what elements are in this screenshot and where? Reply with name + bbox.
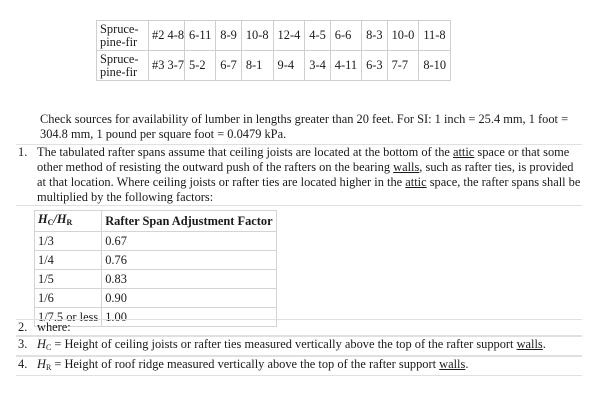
grade-cell (149, 51, 185, 81)
footnote-text: Check sources for availability of lumber in lengths greater than 20 feet. For SI: 1 inch = 25.4 mm, 1 foot = 304.8 mm, 1 pound per square foot = 0.0479 kPa. (40, 112, 569, 141)
species-line: Spruce- (100, 51, 139, 66)
span-cell: 5-2 (185, 51, 216, 81)
variable-symbol (37, 357, 51, 371)
list-item (16, 356, 582, 376)
list-item (16, 319, 582, 336)
item-text: The tabulated rafter spans assume that ceiling joists are located at the bottom of the (37, 145, 453, 159)
item-text: , such as rafter ties, is provided at that location. Where ceiling joists or rafter ties are located higher in the (37, 160, 574, 189)
variable-letter: H (37, 357, 46, 371)
ratio-cell: 1/3 (35, 232, 102, 251)
item-text: . (542, 337, 546, 351)
walls-link[interactable]: walls (393, 160, 420, 174)
ratio-header-slash: / (53, 212, 57, 226)
ratio-cell: 1/4 (35, 251, 102, 270)
adjustment-factor-table (34, 210, 277, 327)
ratio-cell: 1/6 (35, 289, 102, 308)
table-row (97, 51, 451, 81)
table-header-row (35, 211, 277, 232)
factor-cell: 0.90 (102, 289, 276, 308)
item-text: space, the rafter spans shall be multiplied by the following factors: (37, 175, 581, 204)
item-number: 3. (18, 337, 28, 351)
factor-cell: 0.83 (102, 270, 276, 289)
span-cell: 8-10 (419, 51, 451, 81)
ratio-header-sub: R (66, 218, 73, 227)
ratio-cell: 1/7.5 or less (35, 308, 102, 327)
span-value: 4-8 (167, 28, 185, 42)
list-item (16, 144, 582, 206)
span-cell: 8-3 (362, 21, 388, 51)
span-cell: 9-4 (273, 51, 305, 81)
species-cell (97, 51, 149, 81)
ratio-cell: 1/5 (35, 270, 102, 289)
span-cell: 10-8 (241, 21, 273, 51)
span-cell: 4-5 (305, 21, 331, 51)
factor-cell: 0.76 (102, 251, 276, 270)
span-cell: 6-3 (362, 51, 388, 81)
variable-subscript: C (45, 343, 52, 352)
variable-letter: H (37, 337, 46, 351)
span-cell: 6-6 (330, 21, 361, 51)
attic-link[interactable]: attic (405, 175, 427, 189)
variable-symbol (37, 337, 51, 351)
span-cell: 3-4 (305, 51, 331, 81)
table-row (35, 270, 277, 289)
grade-value: #2 (152, 28, 165, 42)
table-row (35, 289, 277, 308)
attic-link[interactable]: attic (452, 145, 475, 159)
table-row (35, 232, 277, 251)
span-cell: 12-4 (273, 21, 305, 51)
walls-link[interactable]: walls (516, 337, 543, 351)
span-value: 3-7 (167, 58, 185, 72)
grade-value: #3 (152, 58, 165, 72)
span-cell: 8-9 (216, 21, 242, 51)
span-cell: 6-11 (185, 21, 216, 51)
item-text: where: (37, 320, 71, 334)
ratio-header-h: H (56, 212, 67, 226)
span-cell: 7-7 (387, 51, 419, 81)
factor-cell: 1.00 (102, 308, 276, 327)
item-number: 4. (18, 357, 28, 371)
factor-header: Rafter Span Adjustment Factor (102, 211, 276, 232)
item-text: . (465, 357, 469, 371)
walls-link[interactable]: walls (439, 357, 466, 371)
item-number: 2. (18, 320, 28, 334)
species-line: Spruce- (100, 21, 139, 36)
table-row (97, 21, 451, 51)
item-text: = Height of ceiling joists or rafter ties measured vertically above the top of the rafter support (51, 337, 517, 351)
species-line: pine-fir (100, 64, 138, 79)
span-cell: 4-11 (330, 51, 361, 81)
footnote-list (16, 144, 582, 206)
span-cell: 10-0 (387, 21, 419, 51)
variable-subscript: R (45, 363, 52, 372)
ratio-header-sub: C (47, 218, 54, 227)
footnote-list (16, 319, 582, 376)
table-row (35, 251, 277, 270)
span-cell: 6-7 (216, 51, 242, 81)
species-line: pine-fir (100, 34, 138, 49)
item-number: 1. (18, 145, 28, 159)
item-text: = Height of roof ridge measured vertically above the top of the rafter support (51, 357, 440, 371)
ratio-header (35, 211, 102, 232)
span-cell: 8-1 (241, 51, 273, 81)
factor-cell: 0.67 (102, 232, 276, 251)
span-cell: 11-8 (419, 21, 451, 51)
species-cell (97, 21, 149, 51)
ratio-header-h: H (38, 212, 48, 226)
item-text: space or that some other method of resisting the outward push of the rafters on the bearing (37, 145, 570, 174)
rafter-span-table (96, 20, 451, 81)
list-item (16, 336, 582, 356)
grade-cell (149, 21, 185, 51)
